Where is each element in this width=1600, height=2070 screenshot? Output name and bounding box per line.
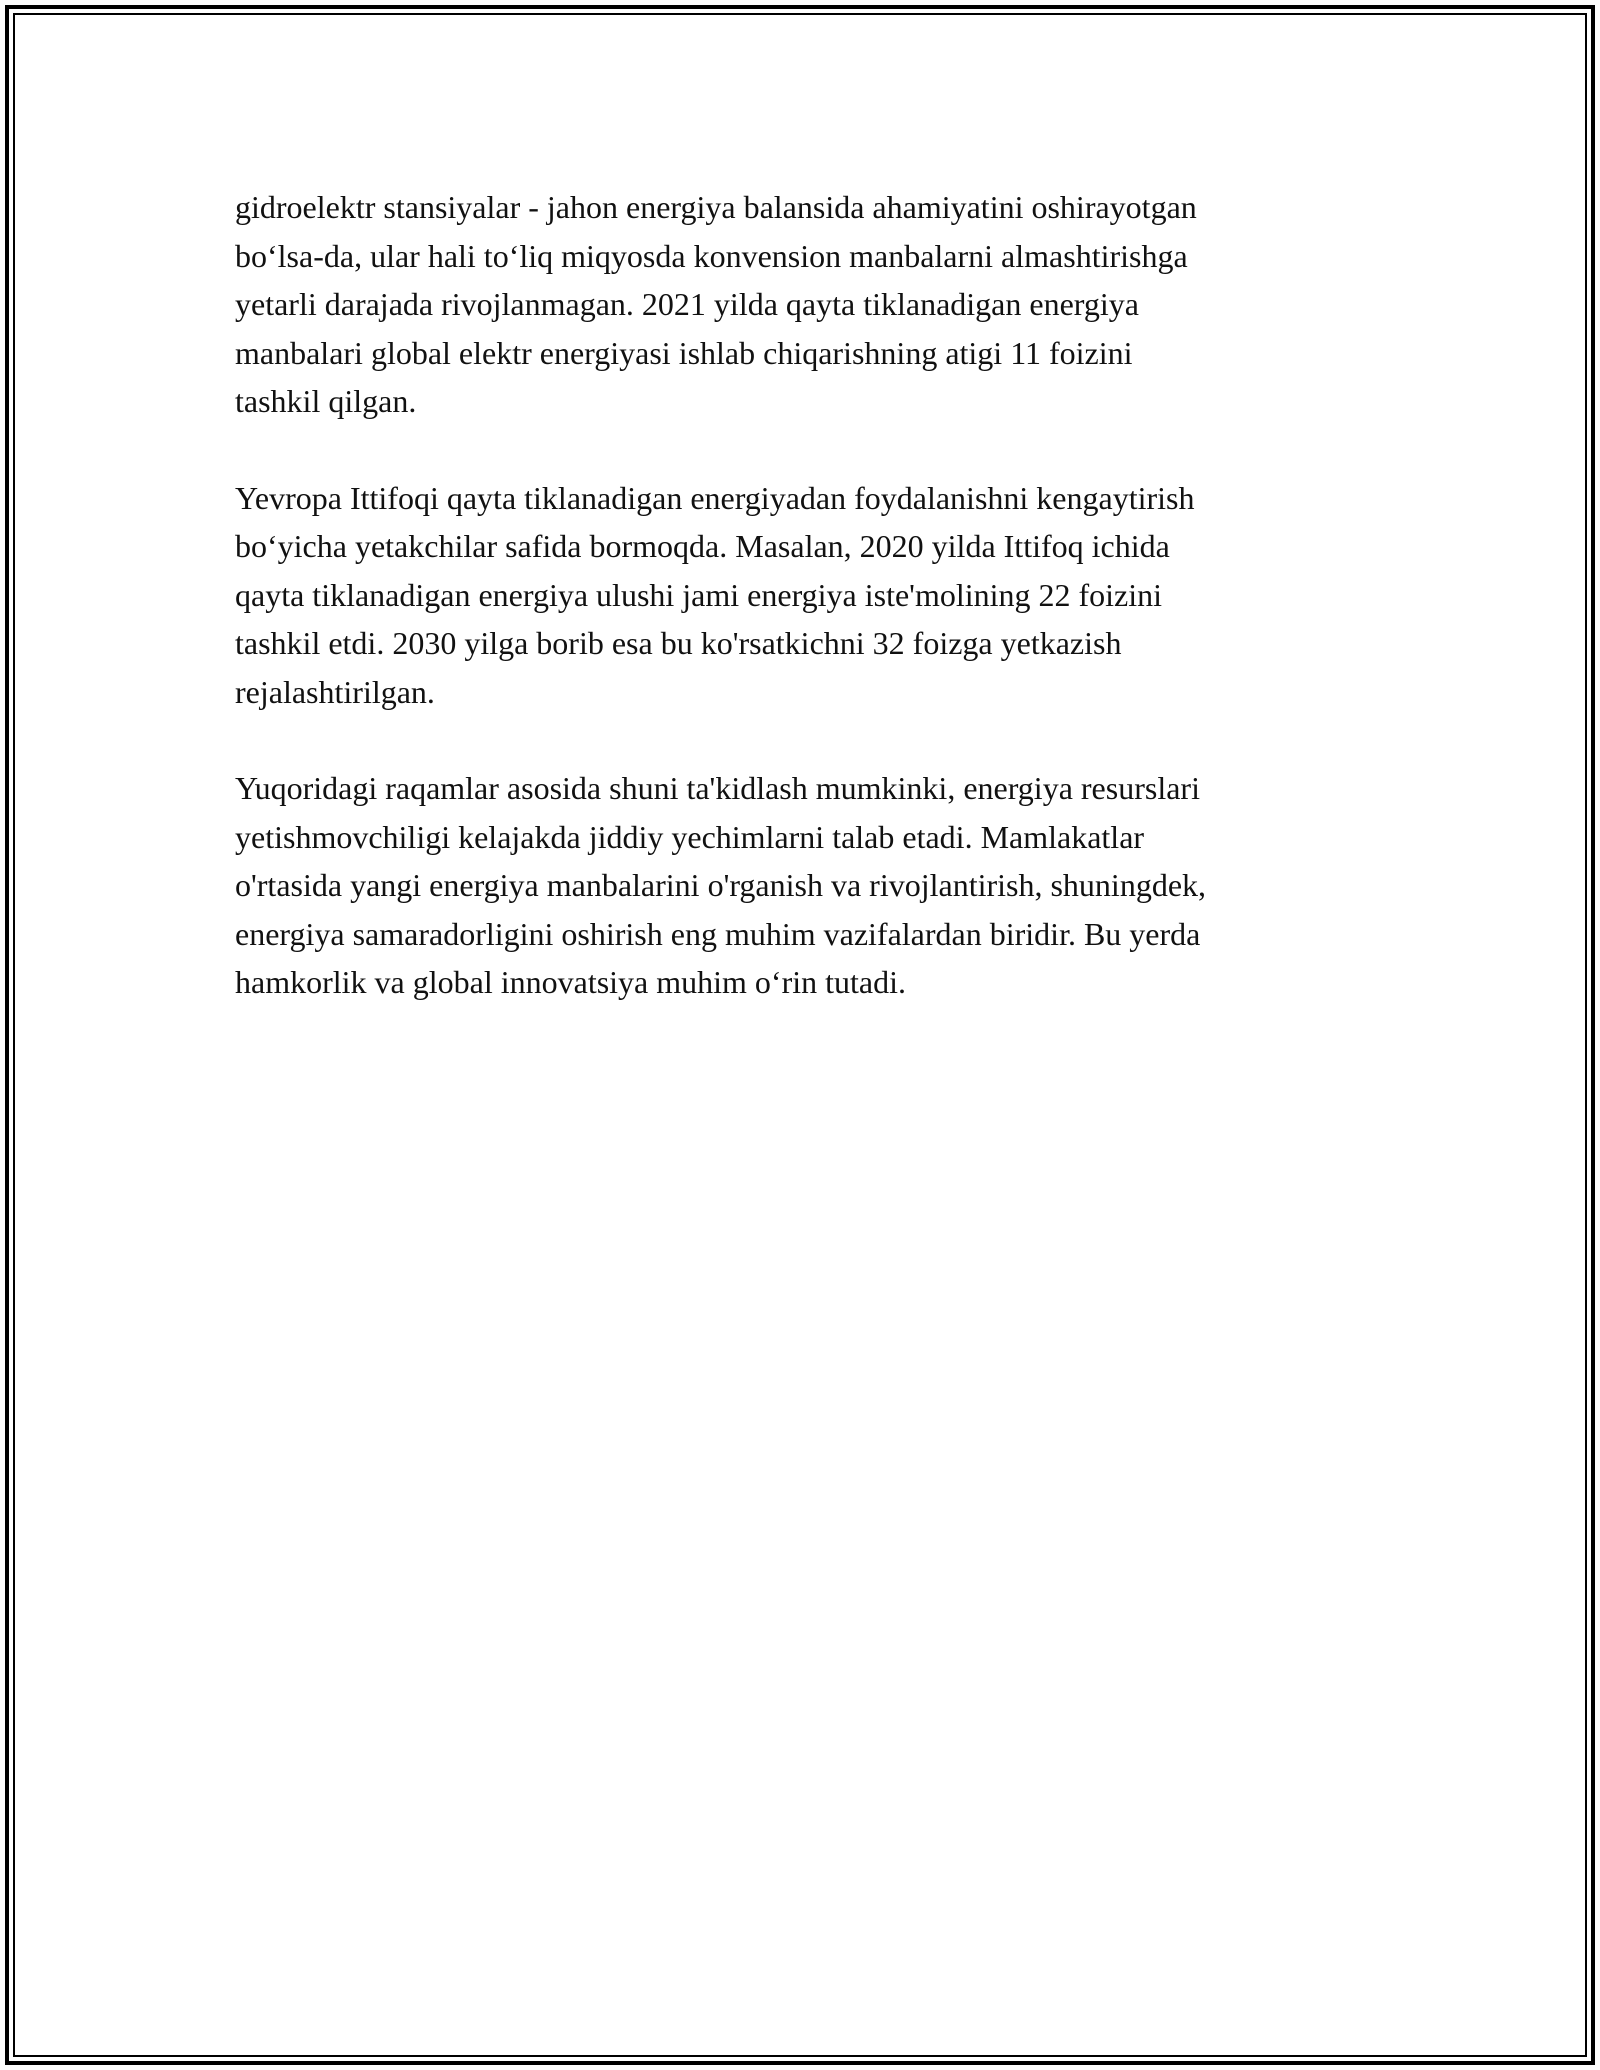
paragraph: gidroelektr stansiyalar - jahon energiya balansida ahamiyatini oshirayotgan bo‘lsa-da, ular hali to‘liq miqyosda konvension manbalarni almashtirishga yetarli darajada rivojlanmagan. 2021 yilda qayta tiklanadigan energiya manbalari global elektr energiyasi ishlab chiqarishning atigi 11 foizini tashkil qilgan.	[235, 189, 1197, 419]
paragraph: Yevropa Ittifoqi qayta tiklanadigan energiyadan foydalanishni kengaytirish bo‘yicha yetakchilar safida bormoqda. Masalan, 2020 yilda Ittifoq ichida qayta tiklanadigan energiya ulushi jami energiya iste'molining 22 foizini tashkil etdi. 2030 yilga borib esa bu ko'rsatkichni 32 foizga yetkazish rejalashtirilgan.	[235, 479, 1195, 710]
document-body	[235, 183, 1365, 1055]
paragraph: Yuqoridagi raqamlar asosida shuni ta'kidlash mumkinki, energiya resurslari yetishmovchiligi kelajakda jiddiy yechimlarni talab etadi. Mamlakatlar o'rtasida yangi energiya manbalarini o'rganish va rivojlantirish, shuningdek, energiya samaradorligini oshirish eng muhim vazifalardan biridir. Bu yerda hamkorlik va global innovatsiya muhim o‘rin tutadi.	[235, 770, 1207, 1000]
